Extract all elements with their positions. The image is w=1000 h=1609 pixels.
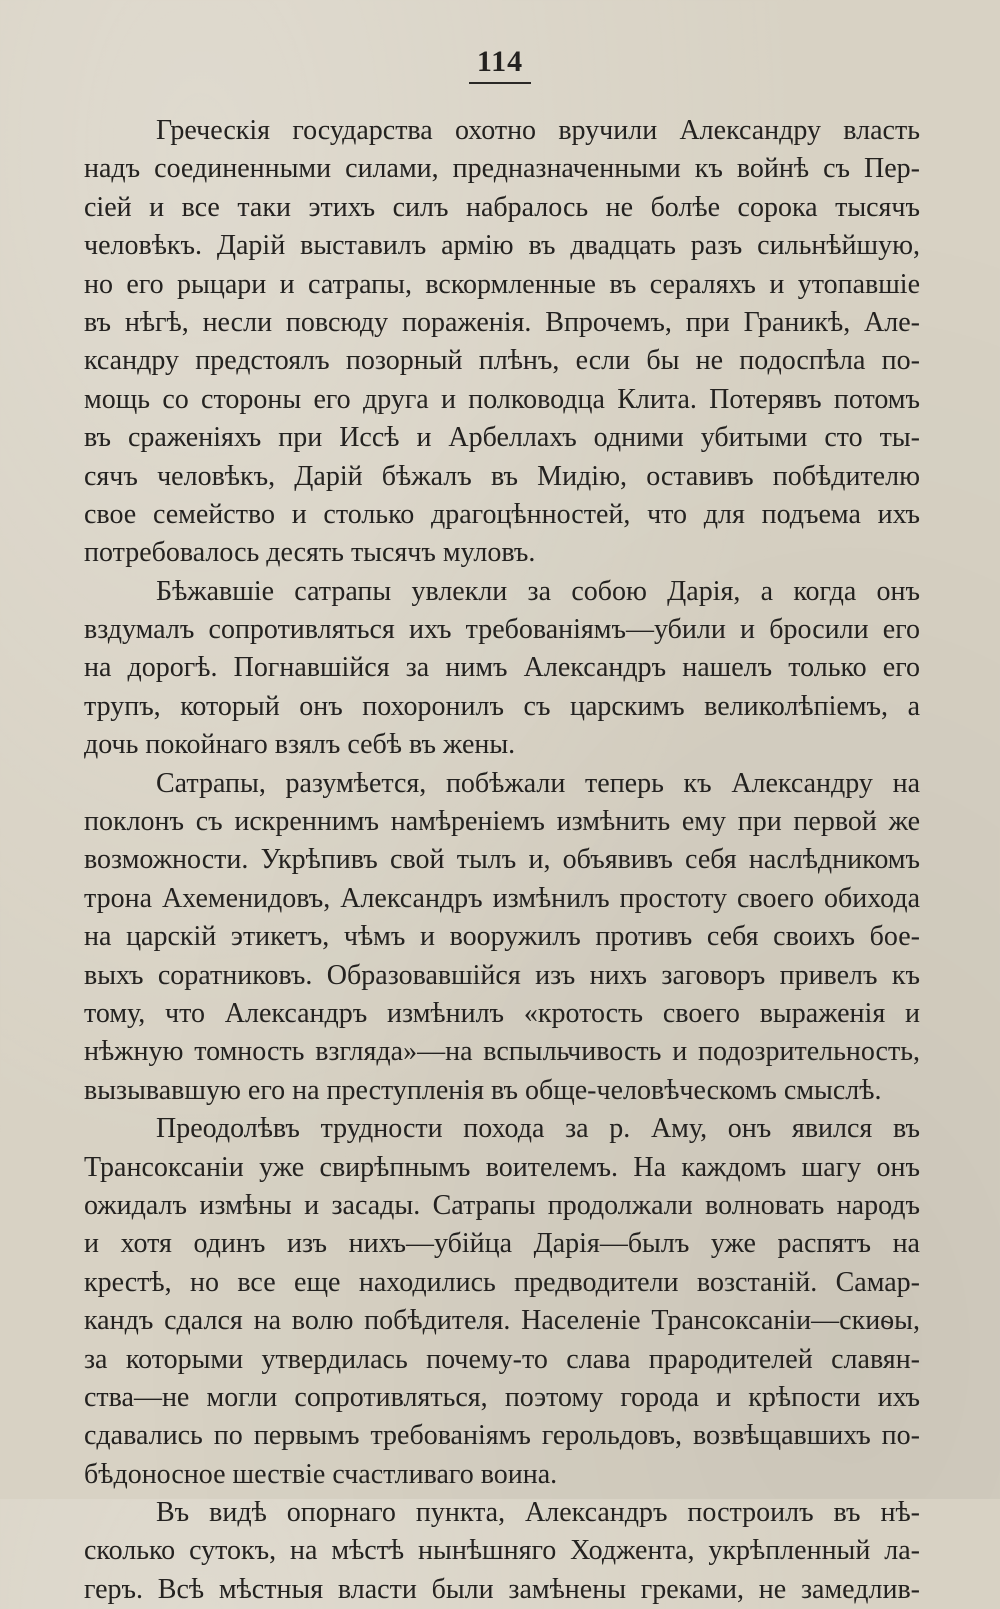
text-line: геръ. Всѣ мѣстныя власти были замѣнены греками, не замедлив-: [84, 1573, 920, 1605]
page-number: [0, 44, 1000, 84]
text-line: Трансоксаніи уже свирѣпнымъ воителемъ. На каждомъ шагу онъ: [84, 1151, 920, 1183]
text-line: на дорогѣ. Погнавшійся за нимъ Александръ нашелъ только его: [84, 652, 920, 684]
text-line: Сатрапы, разумѣется, побѣжали теперь къ Александру на: [156, 767, 920, 799]
text-line: сячъ человѣкъ, Дарій бѣжалъ въ Мидію, оставивъ побѣдителю: [84, 460, 920, 492]
paragraph: [84, 1110, 920, 1494]
paragraph: [84, 765, 920, 1111]
text-line: потребовалось десять тысячъ муловъ.: [84, 537, 536, 569]
text-line: Преодолѣвъ трудности похода за р. Аму, онъ явился въ: [156, 1113, 920, 1145]
text-line: свое семейство и столько драгоцѣнностей, что для подъема ихъ: [84, 498, 920, 530]
text-line: но его рыцари и сатрапы, вскормленные въ сераляхъ и утопавшіе: [84, 268, 920, 300]
text-line: мощь со стороны его друга и полководца Клита. Потерявъ потомъ: [84, 383, 920, 415]
paragraph: [84, 573, 920, 765]
text-line: нѣжную томность взгляда»—на вспыльчивость и подозрительность,: [84, 1036, 920, 1068]
text-line: вздумалъ сопротивляться ихъ требованіямъ—убили и бросили его: [84, 614, 920, 646]
text-line: на царскій этикетъ, чѣмъ и вооружилъ противъ себя своихъ бое-: [84, 921, 920, 953]
text-line: человѣкъ. Дарій выставилъ армію въ двадцать разъ сильнѣйшую,: [84, 230, 920, 262]
page-number-text: 114: [469, 44, 531, 84]
text-line: ксандру предстоялъ позорный плѣнъ, если бы не подоспѣла по-: [84, 345, 920, 377]
text-line: въ нѣгѣ, несли повсюду пораженія. Впрочемъ, при Граникѣ, Але-: [84, 306, 920, 338]
text-line: тому, что Александръ измѣнилъ «кротость своего выраженія и: [84, 997, 920, 1029]
text-line: возможности. Укрѣпивъ свой тылъ и, объявивъ себя наслѣдникомъ: [84, 844, 920, 876]
text-line: поклонъ съ искреннимъ намѣреніемъ измѣнить ему при первой же: [84, 806, 920, 838]
text-line: ожидалъ измѣны и засады. Сатрапы продолжали волновать народъ: [84, 1189, 920, 1221]
text-line: сколько сутокъ, на мѣстѣ нынѣшняго Ходжента, укрѣпленный ла-: [84, 1535, 920, 1567]
text-line: сдавались по первымъ требованіямъ герольдовъ, возвѣщавшихъ по-: [84, 1420, 920, 1452]
text-line: въ сраженіяхъ при Иссѣ и Арбеллахъ одними убитыми сто ты-: [84, 422, 920, 454]
text-line: надъ соединенными силами, предназначенными къ войнѣ съ Пер-: [84, 153, 920, 185]
text-line: трона Ахеменидовъ, Александръ измѣнилъ простоту своего обихода: [84, 882, 920, 914]
text-line: бѣдоносное шествіе счастливаго воина.: [84, 1458, 558, 1490]
text-line: Бѣжавшіе сатрапы увлекли за собою Дарія, а когда онъ: [156, 575, 920, 607]
text-line: вызывавшую его на преступленія въ обще-человѣческомъ смыслѣ.: [84, 1074, 882, 1106]
text-line: за которыми утвердилась почему-то слава прародителей славян-: [84, 1343, 920, 1375]
text-line: и хотя одинъ изъ нихъ—убійца Дарія—былъ уже распятъ на: [84, 1228, 920, 1260]
text-line: кандъ сдался на волю побѣдителя. Населеніе Трансоксаніи—скиѳы,: [84, 1305, 920, 1337]
body-text: [84, 112, 920, 1609]
text-line: дочь покойнаго взялъ себѣ въ жены.: [84, 729, 516, 761]
text-line: ства—не могли сопротивляться, поэтому города и крѣпости ихъ: [84, 1381, 920, 1413]
text-line: трупъ, который онъ похоронилъ съ царскимъ великолѣпіемъ, а: [84, 690, 920, 722]
text-line: сіей и все таки этихъ силъ набралось не болѣе сорока тысячъ: [84, 191, 920, 223]
paragraph: [84, 112, 920, 573]
text-line: крестѣ, но все еще находились предводители возстаній. Самар-: [84, 1266, 920, 1298]
paragraph: [84, 1494, 920, 1609]
text-line: выхъ соратниковъ. Образовавшійся изъ нихъ заговоръ привелъ къ: [84, 959, 920, 991]
text-line: Въ видѣ опорнаго пункта, Александръ построилъ въ нѣ-: [156, 1497, 920, 1529]
text-line: Греческія государства охотно вручили Александру власть: [156, 115, 920, 146]
